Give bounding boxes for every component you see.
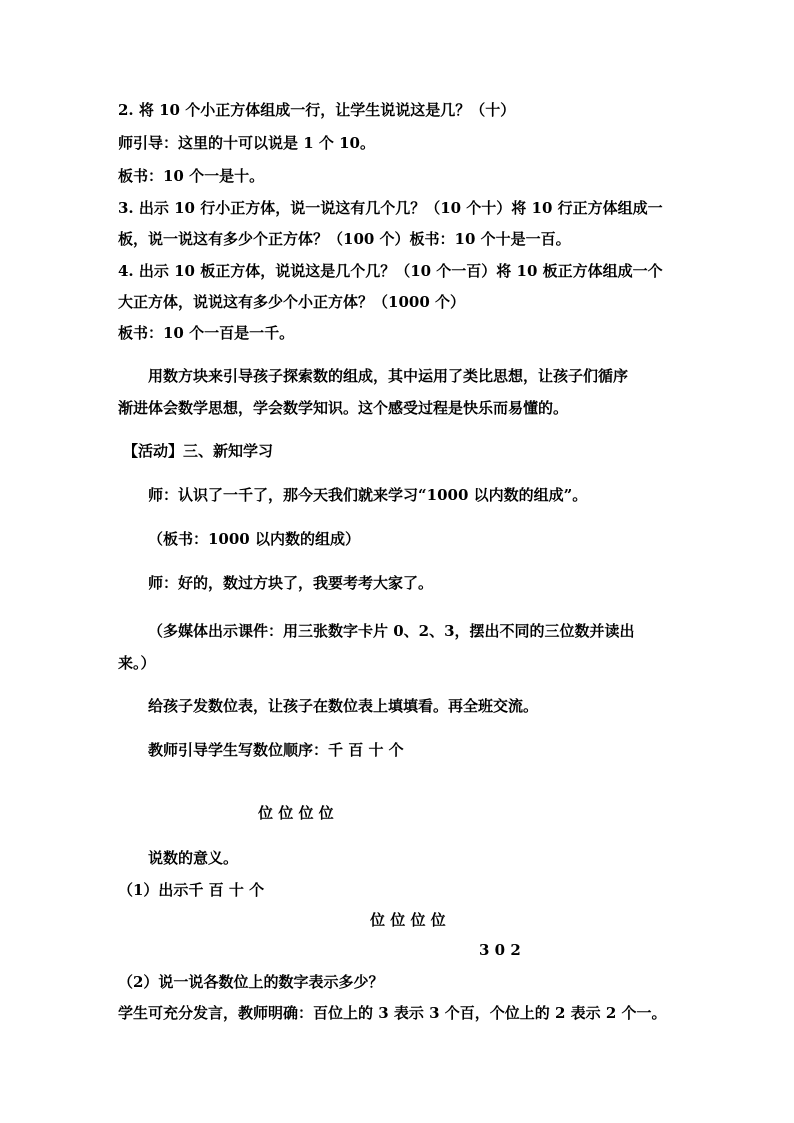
text-line: 师：认识了一千了，那今天我们就来学习“1000 以内数的组成”。 [148, 486, 588, 504]
text-line: 学生可充分发言，教师明确：百位上的 3 表示 3 个百，个位上的 2 表示 2 个一。 [118, 1004, 667, 1022]
text-line: 板，说一说这有多少个正方体？（100 个）板书：10 个十是一百。 [118, 230, 571, 248]
section-heading: 【活动】三、新知学习 [123, 442, 274, 460]
text-line: 2. 将 10 个小正方体组成一行，让学生说说这是几？（十） [118, 101, 516, 119]
text-line: 来。） [118, 654, 156, 672]
text-line: 3. 出示 10 行小正方体，说一说这有几个几？（10 个十）将 10 行正方体组成一 [118, 199, 663, 217]
place-value-suffix-row: 位 位 位 位 [370, 911, 446, 929]
text-line: 4. 出示 10 板正方体，说说这是几个几？（10 个一百）将 10 板正方体组成一个 [118, 262, 663, 280]
text-line: （板书：1000 以内数的组成） [148, 530, 360, 548]
text-line: （1）出示千 百 十 个 [118, 881, 265, 899]
text-line: 大正方体，说说这有多少个小正方体？（1000 个） [118, 293, 465, 311]
text-line: 渐进体会数学思想，学会数学知识。这个感受过程是快乐而易懂的。 [118, 399, 569, 417]
place-value-suffix-row: 位 位 位 位 [258, 804, 334, 822]
text-line: 说数的意义。 [148, 849, 239, 867]
text-line: 师：好的，数过方块了，我要考考大家了。 [148, 574, 434, 592]
text-line: 教师引导学生写数位顺序：千 百 十 个 [148, 741, 404, 759]
text-line: （多媒体出示课件：用三张数字卡片 0、2、3，摆出不同的三位数并读出 [148, 622, 635, 640]
text-line: （2）说一说各数位上的数字表示多少？ [118, 973, 384, 991]
text-line: 板书：10 个一百是一千。 [118, 324, 295, 342]
text-line: 师引导：这里的十可以说是 1 个 10。 [118, 134, 375, 152]
text-line: 给孩子发数位表，让孩子在数位表上填填看。再全班交流。 [148, 697, 539, 715]
text-line: 用数方块来引导孩子探索数的组成，其中运用了类比思想，让孩子们循序 [148, 367, 629, 385]
text-line: 板书：10 个一是十。 [118, 167, 265, 185]
example-number: 3 0 2 [479, 941, 521, 959]
